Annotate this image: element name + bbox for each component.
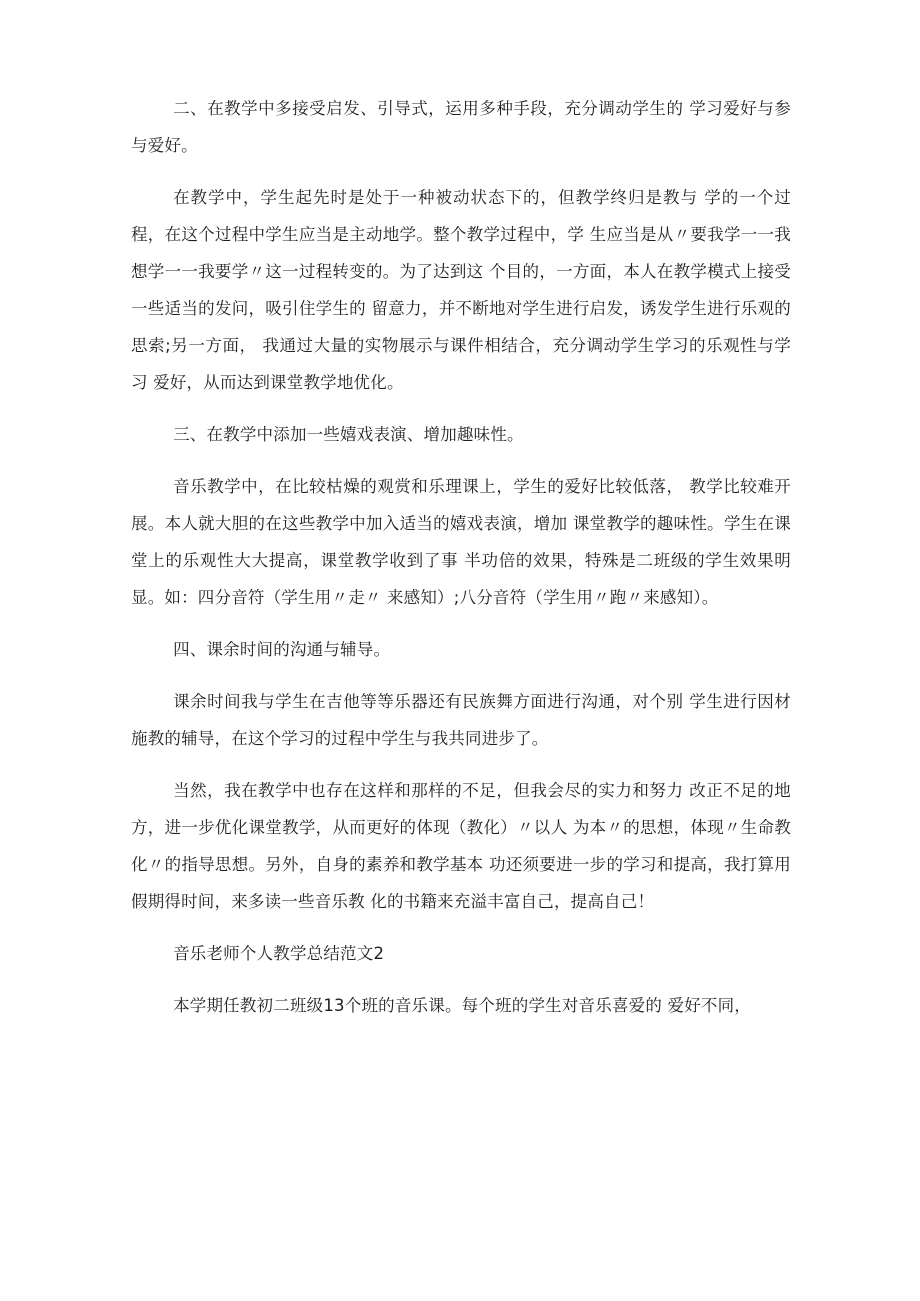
document-body [131, 90, 791, 1039]
paragraph-point-three: 三、在教学中添加一些嬉戏表演、增加趣味性。 [173, 425, 524, 444]
section-title-sample-two: 音乐老师个人教学总结范文2 [173, 944, 385, 963]
paragraph-semester-intro: 本学期任教初二班级13个班的音乐课。每个班的学生对音乐喜爱的 爱好不同， [173, 996, 752, 1015]
paragraph-active-learning: 在教学中，学生起先时是处于一种被动状态下的，但教学终归是教与 学的一个过程，在这个过程中学生应当是主动地学。整个教学过程中，学 生应当是从〃要我学一一我想学一一我要学〃这一过程转变的。为了达到这 个目的，一方面，本人在教学模式上接受一些适当的发问，吸引住学生的 留意力，并不断地对学生进行启发，诱发学生进行乐观的思索;另一方面， 我通过大量的实物展示与课件相结合，充分调动学生学习的乐观性与学习 爱好，从而达到课堂教学地优化。 [131, 188, 791, 392]
paragraph-point-four: 四、课余时间的沟通与辅导。 [173, 640, 391, 659]
paragraph-after-class: 课余时间我与学生在吉他等等乐器还有民族舞方面进行沟通，对个别 学生进行因材施教的辅导，在这个学习的过程中学生与我共同进步了。 [131, 692, 791, 748]
paragraph-shortcomings: 当然，我在教学中也存在这样和那样的不足，但我会尽的实力和努力 改正不足的地方，进一步优化课堂教学，从而更好的体现（教化）〃以人 为本〃的思想，体现〃生命教化〃的指导思想。另外，自身的素养和教学基本 功还须要进一步的学习和提高，我打算用假期得时间，来多读一些音乐教 化的书籍来充溢丰富自己，提高自己！ [131, 781, 791, 911]
paragraph-game-performance: 音乐教学中，在比较枯燥的观赏和乐理课上，学生的爱好比较低落， 教学比较难开展。本人就大胆的在这些教学中加入适当的嬉戏表演，增加 课堂教学的趣味性。学生在课堂上的乐观性大大提高，课堂教学收到了事 半功倍的效果，特殊是二班级的学生效果明显。如：四分音符（学生用〃走〃 来感知）;八分音符（学生用〃跑〃来感知）。 [131, 477, 791, 607]
paragraph-point-two: 二、在教学中多接受启发、引导式，运用多种手段，充分调动学生的 学习爱好与参与爱好。 [131, 99, 791, 155]
